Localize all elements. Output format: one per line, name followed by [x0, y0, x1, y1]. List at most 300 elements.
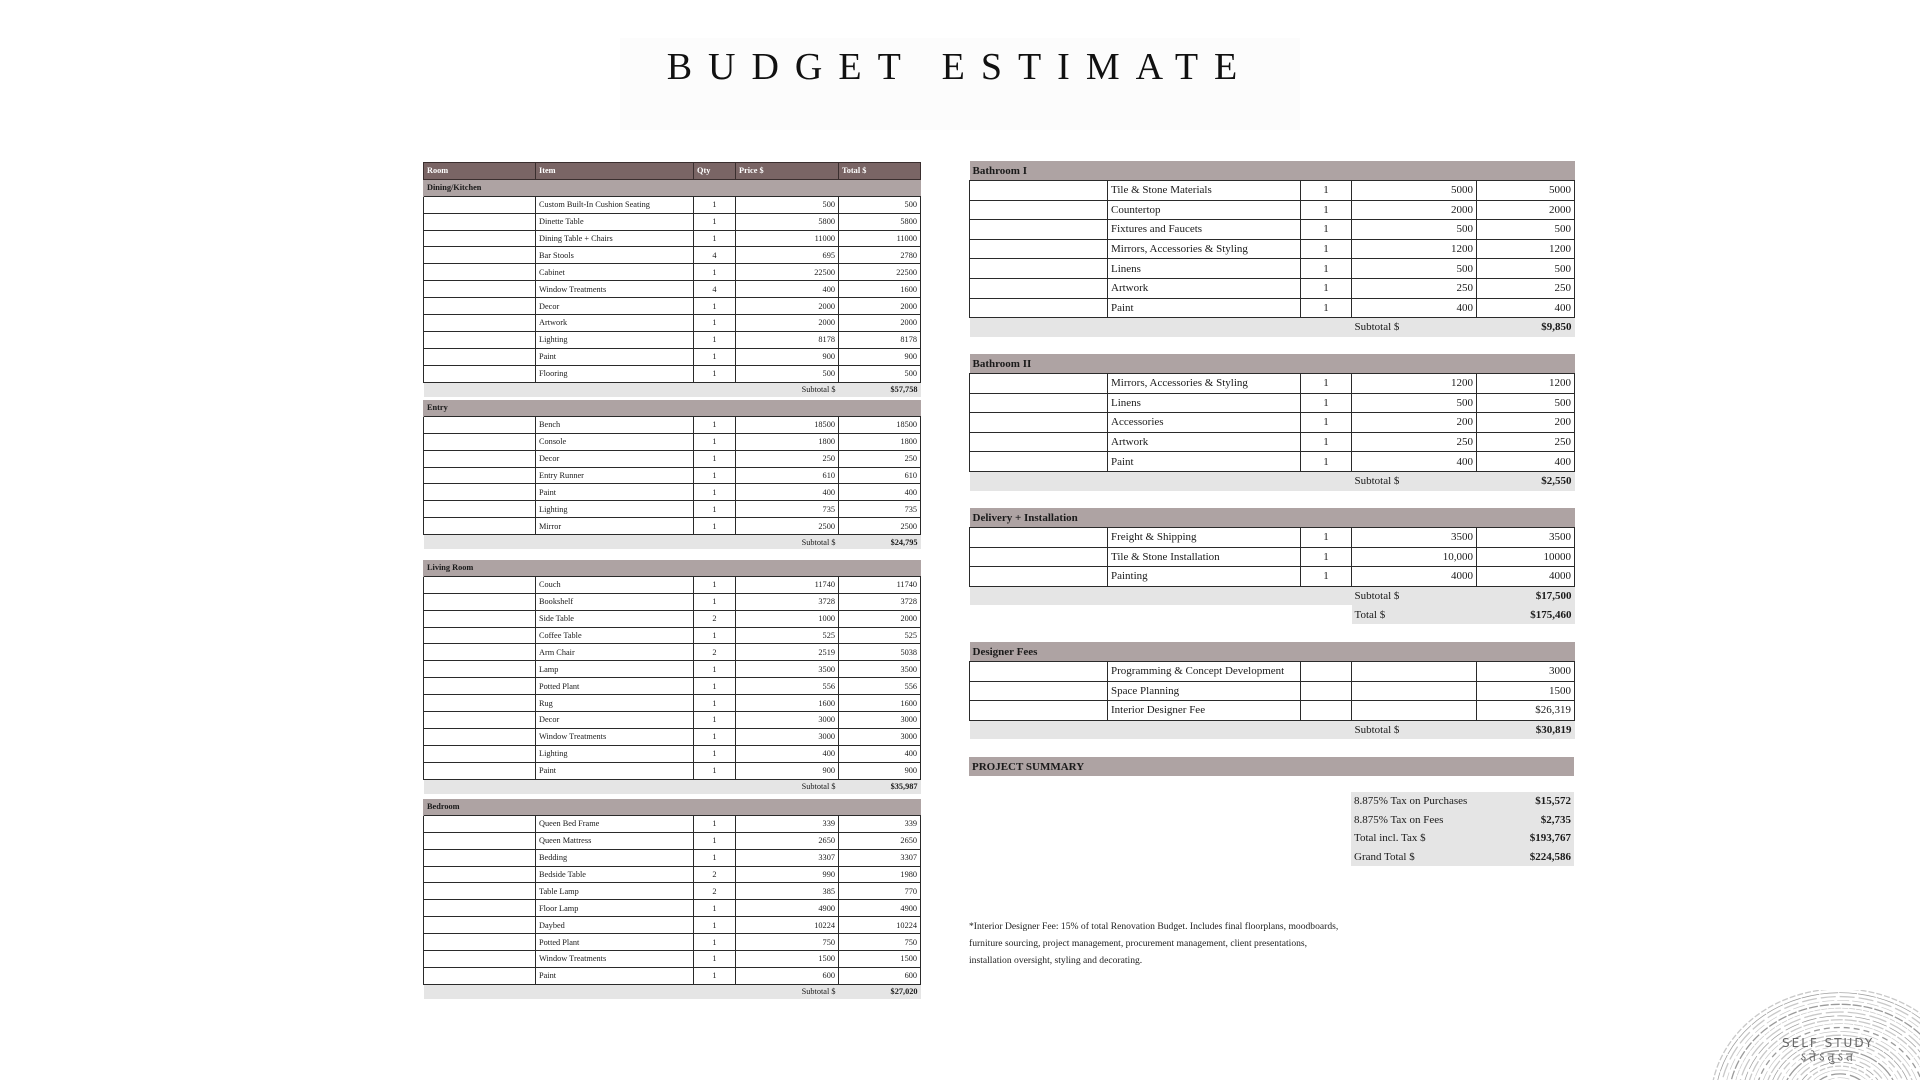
qty-cell: 1 — [694, 712, 736, 729]
qty-cell: 1 — [1301, 547, 1352, 567]
room-cell — [424, 967, 536, 984]
room-cell — [424, 416, 536, 433]
room-cell — [424, 728, 536, 745]
total-cell: 770 — [839, 883, 921, 900]
qty-cell: 1 — [1301, 374, 1352, 394]
price-cell: 2000 — [1352, 200, 1477, 220]
table-row — [424, 348, 921, 365]
room-name: Entry — [424, 400, 921, 416]
price-cell: 10,000 — [1352, 547, 1477, 567]
total-cell: 3000 — [1477, 662, 1575, 682]
item-cell: Queen Bed Frame — [536, 815, 694, 832]
item-cell: Table Lamp — [536, 883, 694, 900]
qty-cell: 1 — [1301, 220, 1352, 240]
item-cell: Paint — [536, 484, 694, 501]
total-cell: 400 — [1477, 452, 1575, 472]
col-price: Price $ — [736, 163, 839, 180]
room-cell — [424, 196, 536, 213]
price-cell: 8178 — [736, 331, 839, 348]
price-cell: 1500 — [736, 951, 839, 968]
total-cell: 500 — [1477, 393, 1575, 413]
item-cell: Coffee Table — [536, 627, 694, 644]
total-cell: 500 — [1477, 220, 1575, 240]
total-cell: 750 — [839, 934, 921, 951]
table-row — [970, 259, 1575, 279]
price-cell: 5800 — [736, 213, 839, 230]
table-row — [970, 413, 1575, 433]
qty-cell: 2 — [694, 866, 736, 883]
qty-cell: 1 — [694, 433, 736, 450]
qty-cell: 1 — [1301, 393, 1352, 413]
summary-row — [969, 792, 1574, 811]
room-cell — [970, 298, 1108, 318]
table-row — [970, 200, 1575, 220]
qty-cell: 1 — [694, 917, 736, 934]
item-cell: Dinette Table — [536, 213, 694, 230]
total-cell: 1600 — [839, 281, 921, 298]
item-cell: Space Planning — [1108, 681, 1301, 701]
total-cell: 4900 — [839, 900, 921, 917]
price-cell: 5000 — [1352, 181, 1477, 201]
room-cell — [424, 365, 536, 382]
subtotal-value: $24,795 — [839, 535, 921, 550]
table-row — [970, 662, 1575, 682]
subtotal-label: Subtotal $ — [694, 779, 839, 794]
room-cell — [424, 331, 536, 348]
room-cell — [424, 866, 536, 883]
table-row — [970, 432, 1575, 452]
subtotal-row — [424, 779, 921, 794]
table-row — [424, 247, 921, 264]
total-cell: 250 — [1477, 432, 1575, 452]
subtotal-value: $27,020 — [839, 984, 921, 999]
room-cell — [424, 917, 536, 934]
dining-kitchen-table — [423, 162, 921, 397]
table-row — [424, 576, 921, 593]
room-cell — [970, 374, 1108, 394]
item-cell: Paint — [536, 762, 694, 779]
table-row — [424, 264, 921, 281]
room-heading-row — [424, 179, 921, 196]
summary-label: 8.875% Tax on Fees — [1351, 811, 1476, 830]
table-row — [424, 661, 921, 678]
total-cell: 525 — [839, 627, 921, 644]
table-row — [424, 230, 921, 247]
total-cell: 3000 — [839, 712, 921, 729]
item-cell: Bench — [536, 416, 694, 433]
section-heading-row — [970, 642, 1575, 662]
item-cell: Mirrors, Accessories & Styling — [1108, 239, 1301, 259]
room-cell — [424, 315, 536, 332]
price-cell: 695 — [736, 247, 839, 264]
item-cell: Mirrors, Accessories & Styling — [1108, 374, 1301, 394]
section-heading-row — [970, 354, 1575, 374]
table-row — [970, 239, 1575, 259]
room-cell — [424, 712, 536, 729]
table-row — [424, 815, 921, 832]
qty-cell: 1 — [1301, 298, 1352, 318]
room-cell — [424, 450, 536, 467]
qty-cell: 1 — [694, 416, 736, 433]
delivery-installation-table — [969, 508, 1575, 624]
total-cell: 5800 — [839, 213, 921, 230]
room-name: Dining/Kitchen — [424, 179, 921, 196]
brand-logo — [1782, 1036, 1874, 1064]
subtotal-value: $30,819 — [1477, 720, 1575, 739]
spacer-cell — [969, 829, 1351, 848]
item-cell: Potted Plant — [536, 678, 694, 695]
summary-value: $193,767 — [1476, 829, 1574, 848]
room-cell — [424, 900, 536, 917]
total-cell: 18500 — [839, 416, 921, 433]
price-cell: 900 — [736, 762, 839, 779]
table-row — [424, 416, 921, 433]
spacer-cell — [970, 605, 1352, 624]
wood-ring-logo-icon — [1690, 990, 1920, 1080]
entry-table — [423, 400, 921, 549]
total-cell: 4000 — [1477, 567, 1575, 587]
item-cell: Mirror — [536, 518, 694, 535]
subtotal-label: Subtotal $ — [1352, 586, 1477, 605]
qty-cell: 4 — [694, 247, 736, 264]
room-cell — [424, 934, 536, 951]
section-heading-row — [970, 508, 1575, 528]
total-cell: 3000 — [839, 728, 921, 745]
subtotal-row — [970, 586, 1575, 605]
summary-row — [969, 848, 1574, 867]
qty-cell: 1 — [694, 576, 736, 593]
table-row — [970, 181, 1575, 201]
qty-cell: 1 — [1301, 567, 1352, 587]
qty-cell: 1 — [694, 264, 736, 281]
room-cell — [970, 413, 1108, 433]
qty-cell — [1301, 681, 1352, 701]
total-cell: 1200 — [1477, 374, 1575, 394]
subtotal-value: $57,758 — [839, 382, 921, 397]
item-cell: Couch — [536, 576, 694, 593]
qty-cell: 1 — [694, 815, 736, 832]
table-row — [424, 433, 921, 450]
qty-cell: 1 — [694, 365, 736, 382]
room-cell — [424, 484, 536, 501]
room-cell — [424, 213, 536, 230]
brand-subtext: ऽतेऽतुऽत — [1800, 1050, 1856, 1064]
living-room-table — [423, 560, 921, 794]
table-row — [424, 484, 921, 501]
price-cell: 2500 — [736, 518, 839, 535]
table-row — [970, 374, 1575, 394]
price-cell: 2000 — [736, 315, 839, 332]
item-cell: Bar Stools — [536, 247, 694, 264]
room-cell — [424, 264, 536, 281]
room-cell — [424, 281, 536, 298]
designer-fees-table — [969, 642, 1575, 739]
qty-cell: 4 — [694, 281, 736, 298]
page-title: BUDGET ESTIMATE — [620, 38, 1300, 130]
room-cell — [424, 593, 536, 610]
room-cell — [970, 701, 1108, 721]
total-cell: 1200 — [1477, 239, 1575, 259]
item-cell: Lamp — [536, 661, 694, 678]
table-row — [970, 220, 1575, 240]
subtotal-label: Subtotal $ — [694, 984, 839, 999]
price-cell: 11740 — [736, 576, 839, 593]
price-cell: 3500 — [1352, 528, 1477, 548]
qty-cell: 1 — [1301, 278, 1352, 298]
summary-value: $2,735 — [1476, 811, 1574, 830]
subtotal-label: Subtotal $ — [1352, 720, 1477, 739]
qty-cell: 1 — [694, 661, 736, 678]
subtotal-row — [970, 318, 1575, 337]
table-row — [970, 547, 1575, 567]
qty-cell: 1 — [694, 678, 736, 695]
item-cell: Floor Lamp — [536, 900, 694, 917]
qty-cell: 1 — [694, 832, 736, 849]
qty-cell: 1 — [1301, 528, 1352, 548]
spacer-cell — [969, 848, 1351, 867]
table-row — [424, 728, 921, 745]
room-name: Bedroom — [424, 799, 921, 815]
price-cell: 1200 — [1352, 374, 1477, 394]
total-cell: 1500 — [839, 951, 921, 968]
table-row — [424, 467, 921, 484]
table-row — [424, 196, 921, 213]
qty-cell: 2 — [694, 644, 736, 661]
subtotal-label: Subtotal $ — [694, 535, 839, 550]
item-cell: Window Treatments — [536, 728, 694, 745]
qty-cell: 1 — [694, 196, 736, 213]
room-cell — [970, 200, 1108, 220]
price-cell — [1352, 662, 1477, 682]
price-cell: 525 — [736, 627, 839, 644]
item-cell: Queen Mattress — [536, 832, 694, 849]
room-cell — [970, 662, 1108, 682]
table-row — [424, 762, 921, 779]
qty-cell: 1 — [694, 728, 736, 745]
item-cell: Linens — [1108, 393, 1301, 413]
spacer-cell — [424, 535, 694, 550]
item-cell: Potted Plant — [536, 934, 694, 951]
price-cell: 400 — [736, 484, 839, 501]
total-cell: 500 — [839, 196, 921, 213]
price-cell: 400 — [1352, 298, 1477, 318]
qty-cell: 1 — [1301, 259, 1352, 279]
room-cell — [424, 745, 536, 762]
item-cell: Freight & Shipping — [1108, 528, 1301, 548]
price-cell — [1352, 701, 1477, 721]
room-cell — [424, 832, 536, 849]
price-cell: 400 — [1352, 452, 1477, 472]
summary-label: 8.875% Tax on Purchases — [1351, 792, 1476, 811]
qty-cell: 1 — [694, 762, 736, 779]
table-row — [424, 951, 921, 968]
wood-ring — [1803, 1070, 1876, 1080]
qty-cell: 2 — [694, 883, 736, 900]
total-cell: 1800 — [839, 433, 921, 450]
table-row — [970, 528, 1575, 548]
table-row — [970, 681, 1575, 701]
room-cell — [424, 348, 536, 365]
subtotal-row — [424, 535, 921, 550]
item-cell: Tile & Stone Installation — [1108, 547, 1301, 567]
table-row — [424, 745, 921, 762]
total-cell: 500 — [839, 365, 921, 382]
table-row — [424, 644, 921, 661]
price-cell: 3000 — [736, 728, 839, 745]
qty-cell: 1 — [694, 450, 736, 467]
room-cell — [424, 247, 536, 264]
table-row — [424, 315, 921, 332]
total-cell: 1500 — [1477, 681, 1575, 701]
item-cell: Arm Chair — [536, 644, 694, 661]
table-row — [424, 627, 921, 644]
price-cell: 250 — [1352, 432, 1477, 452]
item-cell: Paint — [1108, 452, 1301, 472]
item-cell: Linens — [1108, 259, 1301, 279]
price-cell — [1352, 681, 1477, 701]
room-cell — [424, 815, 536, 832]
item-cell: Programming & Concept Development — [1108, 662, 1301, 682]
item-cell: Tile & Stone Materials — [1108, 181, 1301, 201]
total-cell: 5000 — [1477, 181, 1575, 201]
bathroom-2-table — [969, 354, 1575, 491]
table-row — [424, 900, 921, 917]
table-row — [424, 917, 921, 934]
qty-cell: 1 — [694, 627, 736, 644]
qty-cell: 1 — [694, 348, 736, 365]
price-cell: 250 — [736, 450, 839, 467]
price-cell: 500 — [736, 196, 839, 213]
subtotal-value: $9,850 — [1477, 318, 1575, 337]
total-cell: 2780 — [839, 247, 921, 264]
item-cell: Decor — [536, 298, 694, 315]
price-cell: 500 — [736, 365, 839, 382]
room-cell — [424, 661, 536, 678]
item-cell: Entry Runner — [536, 467, 694, 484]
table-row — [424, 934, 921, 951]
room-cell — [970, 452, 1108, 472]
bathroom-1-table — [969, 161, 1575, 337]
total-cell: 3500 — [1477, 528, 1575, 548]
room-cell — [424, 576, 536, 593]
price-cell: 339 — [736, 815, 839, 832]
room-cell — [970, 432, 1108, 452]
qty-cell: 1 — [694, 934, 736, 951]
price-cell: 4900 — [736, 900, 839, 917]
subtotal-row — [424, 382, 921, 397]
total-cell: 1980 — [839, 866, 921, 883]
total-cell: 11740 — [839, 576, 921, 593]
total-cell: 556 — [839, 678, 921, 695]
table-row — [970, 701, 1575, 721]
room-cell — [424, 644, 536, 661]
total-cell: 8178 — [839, 331, 921, 348]
item-cell: Artwork — [1108, 278, 1301, 298]
summary-value: $224,586 — [1476, 848, 1574, 867]
section-heading-row — [970, 161, 1575, 181]
qty-cell: 1 — [1301, 432, 1352, 452]
table-row — [424, 967, 921, 984]
table-row — [424, 501, 921, 518]
table-row — [970, 452, 1575, 472]
price-cell: 3000 — [736, 712, 839, 729]
item-cell: Artwork — [1108, 432, 1301, 452]
project-summary-heading-row — [969, 757, 1574, 776]
room-cell — [424, 230, 536, 247]
price-cell: 3307 — [736, 849, 839, 866]
summary-value: $15,572 — [1476, 792, 1574, 811]
subtotal-label: Subtotal $ — [1352, 318, 1477, 337]
qty-cell: 1 — [694, 745, 736, 762]
room-cell — [970, 181, 1108, 201]
brand-name: SELF STUDY — [1782, 1036, 1875, 1050]
total-cell: 400 — [1477, 298, 1575, 318]
room-heading-row — [424, 560, 921, 576]
item-cell: Lighting — [536, 501, 694, 518]
room-cell — [424, 433, 536, 450]
room-cell — [424, 518, 536, 535]
total-cell: 2650 — [839, 832, 921, 849]
qty-cell: 1 — [1301, 200, 1352, 220]
item-cell: Paint — [536, 348, 694, 365]
room-name: Living Room — [424, 560, 921, 576]
item-cell: Flooring — [536, 365, 694, 382]
qty-cell: 1 — [694, 967, 736, 984]
price-cell: 990 — [736, 866, 839, 883]
total-cell: 250 — [1477, 278, 1575, 298]
spacer-cell — [969, 811, 1351, 830]
total-cell: 250 — [839, 450, 921, 467]
total-cell: 11000 — [839, 230, 921, 247]
table-row — [424, 281, 921, 298]
table-row — [424, 450, 921, 467]
qty-cell: 1 — [694, 695, 736, 712]
price-cell: 400 — [736, 281, 839, 298]
total-cell: 1600 — [839, 695, 921, 712]
subtotal-row — [970, 605, 1575, 624]
col-room: Room — [424, 163, 536, 180]
project-summary-table — [969, 757, 1574, 866]
total-cell: 2000 — [839, 610, 921, 627]
room-cell — [970, 528, 1108, 548]
spacer-cell — [970, 318, 1352, 337]
price-cell: 500 — [1352, 259, 1477, 279]
room-cell — [970, 681, 1108, 701]
item-cell: Decor — [536, 450, 694, 467]
price-cell: 1000 — [736, 610, 839, 627]
total-cell: 5038 — [839, 644, 921, 661]
item-cell: Dining Table + Chairs — [536, 230, 694, 247]
room-cell — [424, 501, 536, 518]
total-cell: 400 — [839, 745, 921, 762]
room-cell — [970, 567, 1108, 587]
table-header-row — [424, 163, 921, 180]
subtotal-value: $175,460 — [1477, 605, 1575, 624]
section-name: Bathroom I — [970, 161, 1575, 181]
item-cell: Accessories — [1108, 413, 1301, 433]
room-cell — [424, 849, 536, 866]
project-summary-title: PROJECT SUMMARY — [969, 757, 1574, 776]
price-cell: 1800 — [736, 433, 839, 450]
subtotal-row — [970, 720, 1575, 739]
total-cell: 900 — [839, 348, 921, 365]
table-row — [424, 593, 921, 610]
table-row — [970, 278, 1575, 298]
price-cell: 2650 — [736, 832, 839, 849]
room-cell — [424, 627, 536, 644]
subtotal-label: Total $ — [1352, 605, 1477, 624]
total-cell: $26,319 — [1477, 701, 1575, 721]
